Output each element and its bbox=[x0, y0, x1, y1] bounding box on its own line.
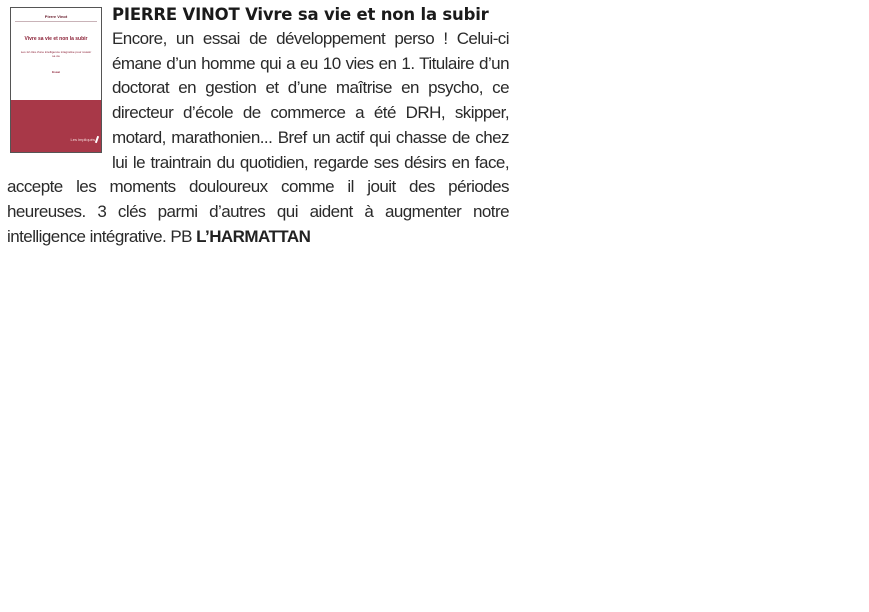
cover-subtitle: Les 12 clés d'une intelligence intégrative pour réussir sa vie bbox=[20, 50, 92, 58]
book-cover-image bbox=[10, 7, 102, 153]
review-text: Encore, un essai de développement perso ! Celui-ci émane d’un homme qui a eu 10 vies en 1. Titulaire d’un doctorat en gestion et d’une maîtrise en psycho, ce directeur d’école de commerce a été DRH, skipper, motard, marathonien... Bref un actif qui chasse de chez lui le traintrain du quotidien, regarde ses désirs en face, accepte les moments douloureux comme il jouit des périodes heureuses. 3 clés parmi d’autres qui aident à augmenter notre intelligence intégrative. PB bbox=[7, 29, 509, 246]
review-publisher: L’HARMATTAN bbox=[196, 226, 311, 246]
cover-divider bbox=[15, 21, 97, 22]
headline-title: Vivre sa vie et non la subir bbox=[245, 5, 489, 24]
cover-author: Pierre Vinot bbox=[44, 14, 68, 19]
book-review-article bbox=[7, 3, 509, 249]
cover-color-band bbox=[11, 100, 101, 152]
cover-title: Vivre sa vie et non la subir bbox=[24, 36, 88, 42]
publisher-logo-mark bbox=[95, 136, 99, 143]
cover-publisher: Les impliqués bbox=[70, 137, 95, 142]
cover-series: Essai bbox=[52, 70, 60, 74]
headline-author: PIERRE VINOT bbox=[112, 5, 240, 24]
